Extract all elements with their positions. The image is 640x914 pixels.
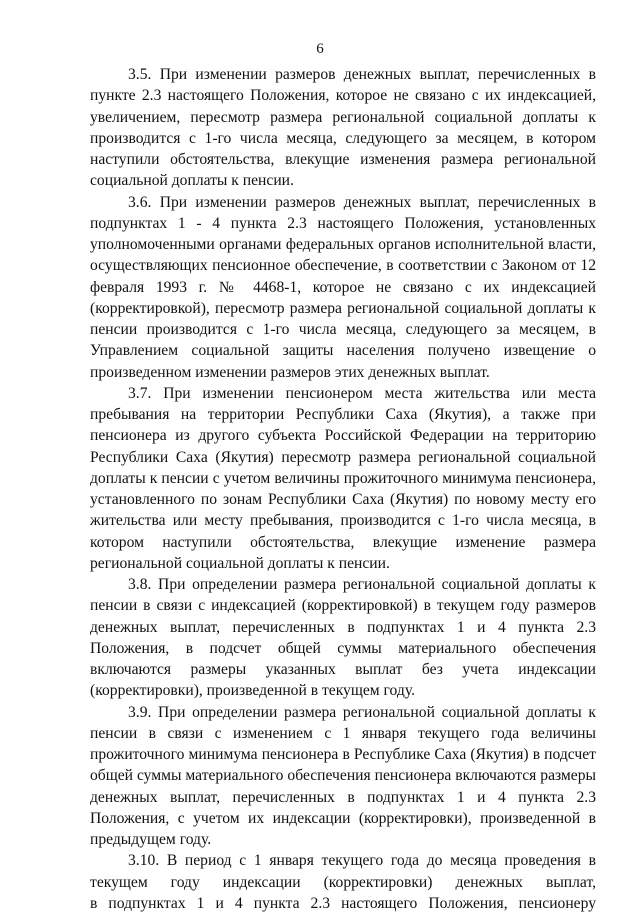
- text-line: пребывания на территории Республики Саха (Якутия), а также при: [90, 406, 596, 423]
- text-line: жительства или месту пребывания, производится с 1-го числа месяца, в: [90, 512, 596, 530]
- text-line: в подпунктах 1 и 4 пункта 2.3 настоящего Положения, пенсионеру: [90, 894, 596, 912]
- page-number: 6: [316, 41, 324, 57]
- text-line: осуществляющих пенсионное обеспечение, в соответствии с Законом от 12: [90, 257, 596, 275]
- text-line: уполномоченными органами федеральных органов исполнительной власти,: [90, 236, 596, 253]
- text-line: февраля 1993 г. № 4468-1, которое не связано с их индексацией: [90, 278, 596, 296]
- text-line: (корректировки), произведенной в текущем году.: [90, 682, 415, 700]
- text-line: производится с 1-го числа месяца, следующего за месяцем, в котором: [90, 129, 596, 147]
- text-line: предыдущем году.: [90, 831, 212, 848]
- text-line: 3.9. При определении размера региональной социальной доплаты к: [128, 703, 596, 721]
- paragraph: [90, 574, 596, 702]
- text-line: 3.7. При изменении пенсионером места жительства или места: [128, 384, 596, 402]
- text-line: наступили обстоятельства, влекущие изменения размера региональной: [90, 151, 596, 168]
- text-line: увеличением, пересмотр размера региональной социальной доплаты к: [90, 108, 596, 126]
- text-line: котором наступили обстоятельства, влекущие изменение размера: [90, 533, 596, 551]
- paragraph: [90, 850, 596, 914]
- text-line: пенсии в связи с изменением с 1 января текущего года величины: [90, 724, 596, 742]
- paragraph: [90, 192, 596, 383]
- text-line: (корректировкой), пересмотр размера региональной социальной доплаты к: [90, 299, 596, 317]
- text-line: денежных выплат, перечисленных в подпунктах 1 и 4 пункта 2.3: [90, 788, 596, 806]
- text-line: 3.5. При изменении размеров денежных выплат, перечисленных в: [128, 66, 596, 83]
- text-line: текущем году индексации (корректировки) денежных выплат,: [90, 873, 596, 891]
- paragraph: [90, 383, 596, 574]
- paragraph: [90, 64, 596, 192]
- text-line: региональной социальной доплаты к пенсии.: [90, 554, 390, 572]
- text-line: пункте 2.3 настоящего Положения, которое не связано с их индексацией,: [90, 87, 596, 105]
- text-line: доплаты к пенсии с учетом величины прожиточного минимума пенсионера,: [90, 469, 596, 487]
- text-line: Республики Саха (Якутия) пересмотр размера региональной социальной: [90, 448, 596, 466]
- text-line: 3.8. При определении размера региональной социальной доплаты к: [128, 576, 596, 593]
- paragraph: [90, 702, 596, 851]
- text-line: Положения, в подсчет общей суммы материального обеспечения: [90, 639, 596, 657]
- text-line: социальной доплаты к пенсии.: [90, 172, 294, 190]
- text-line: установленного по зонам Республики Саха (Якутия) по новому месту его: [90, 491, 596, 508]
- text-line: пенсии производится с 1-го числа месяца, следующего за месяцем, в: [90, 321, 596, 338]
- text-line: 3.6. При изменении размеров денежных выплат, перечисленных в: [128, 193, 596, 211]
- text-line: 3.10. В период с 1 января текущего года до месяца проведения в: [128, 852, 596, 870]
- text-line: общей суммы материального обеспечения пенсионера включаются размеры: [90, 767, 596, 785]
- text-line: Положения, с учетом их индексации (корректировки), произведенной в: [90, 809, 596, 827]
- text-line: денежных выплат, перечисленных в подпунктах 1 и 4 пункта 2.3: [90, 618, 596, 636]
- text-line: подпунктах 1 - 4 пункта 2.3 настоящего Положения, установленных: [90, 214, 596, 232]
- text-line: прожиточного минимума пенсионера в Республике Саха (Якутия) в подсчет: [90, 746, 596, 763]
- text-line: Управлением социальной защиты населения получено извещение о: [90, 342, 596, 360]
- text-line: произведенном изменении размеров этих денежных выплат.: [90, 363, 490, 381]
- text-line: пенсии в связи с индексацией (корректировкой) в текущем году размеров: [90, 597, 596, 615]
- text-line: пенсионера из другого субъекта Российской Федерации на территорию: [90, 427, 596, 445]
- text-line: включаются размеры указанных выплат без учета индексации: [90, 661, 596, 678]
- document-body: [90, 64, 596, 914]
